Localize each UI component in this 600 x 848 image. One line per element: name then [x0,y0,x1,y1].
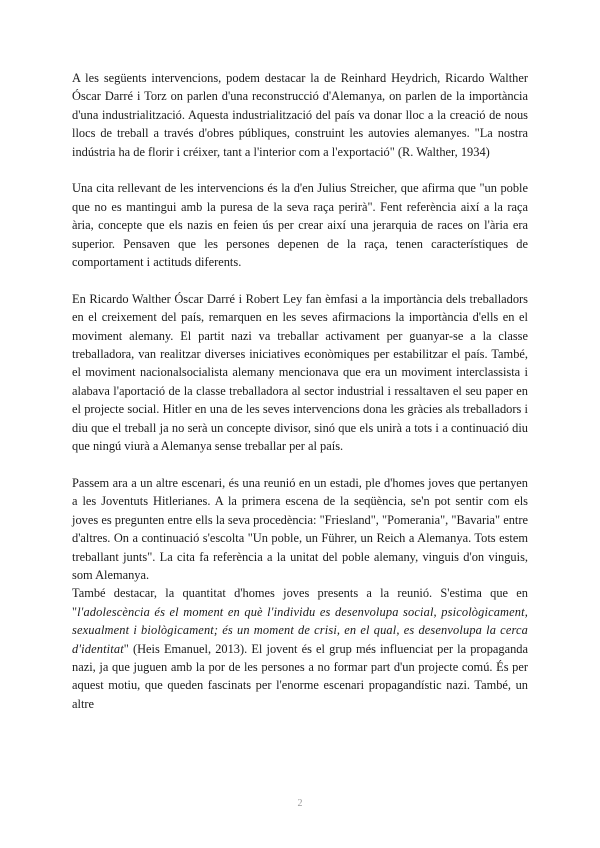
paragraph-workers: En Ricardo Walther Óscar Darré i Robert Ley fan èmfasi a la importància dels treballadors en el creixement del país, remarquen en les seves afirmacions la importància d'ells en el moviment alemany. El partit nazi va treballar activament per guanyar-se a la classe treballadora, van realitzar diverses iniciatives econòmiques per estabilitzar el país. També, el moviment nacionalsocialista alemany mencionava que era un moviment interclassista i alabava l'aportació de la classe treballadora al sector industrial i ressaltaven el seu paper en el projecte social. Hitler en una de les seves intervencions dona les gràcies als treballadors i diu que el treball ja no serà un concepte divisor, sinó que els unirà a tots i a continuació diu que ningú viurà a Alemanya sense treballar per al país. [72,291,528,454]
paragraph-race: Una cita rellevant de les intervencions és la d'en Julius Streicher, que afirma que "un poble que no es mantingui amb la puresa de la seva raça perirà". Fent referència així a la raça ària, concepte que els nazis en feien ús per crear així una jerarquia de races on l'ària era superior. Pensaven que les persones depenen de la raça, tenen característiques de comportament i actituds diferents. [72,181,528,270]
paragraph-gap [72,271,528,289]
youth-italic-quote: l'adolescència és el moment en què l'individu es desenvolupa social, psicològicament, sexualment i biològicament; és un moment de crisi, en el qual, es desenvolupa la cerca d'identitat [72,604,528,656]
youth-text-after-quote: " (Heis Emanuel, 2013). El jovent és el grup més influenciat per la propaganda nazi, ja que juguen amb la por de les persones a no formar part d'un projecte comú. És per aquest motiu, que queden fascinats per l'enorme escenari propagandístic nazi. També, un altre [72,641,528,711]
paragraph-industrialization: A les següents intervencions, podem destacar la de Reinhard Heydrich, Ricardo Walther Óscar Darré i Torz on parlen d'una reconstrucció d'Alemanya, on parlen de la importància d'una industrialització. Aquesta industrialització del país va donar lloc a la creació de nous llocs de treball a través d'obres públiques, construint les autovies alemanyes. "La nostra indústria ha de florir i créixer, tant a l'interior com a l'exportació" (R. Walther, 1934) [72,71,528,159]
paragraph-gap [72,161,528,179]
paragraph-youth [72,584,528,713]
paragraph-gap [72,456,528,474]
youth-text-before-quote: També destacar, la quantitat d'homes joves presents a la reunió. S'estima que en " [72,586,528,619]
page-number: 2 [297,798,303,809]
paragraph-stadium: Passem ara a un altre escenari, és una reunió en un estadi, ple d'homes joves que pertanyen a les Joventuts Hitlerianes. A la primera escena de la seqüència, se'n pot sentir com els joves es pregunten entre ells la seva procedència: "Friesland", "Pomerania", "Bavaria" entre d'altres. On a continuació s'escolta "Un poble, un Führer, un Reich a Alemanya. Tots estem treballant junts". La cita fa referència a la unitat del poble alemany, vinguis d'on vinguis, som Alemanya. [72,475,528,582]
